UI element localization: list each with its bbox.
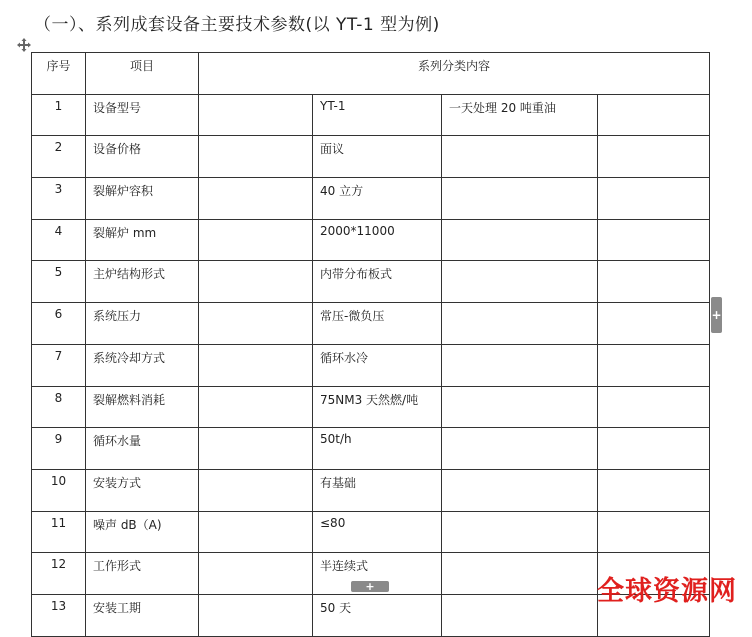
item-name-cell[interactable]: 主炉结构形式	[86, 261, 199, 303]
row-number-cell[interactable]: 1	[32, 94, 86, 136]
table-row	[32, 178, 710, 220]
table-row	[32, 386, 710, 428]
content-cell-1[interactable]	[199, 594, 313, 636]
row-number-cell[interactable]: 11	[32, 511, 86, 553]
content-cell-3[interactable]	[442, 344, 598, 386]
item-name-cell[interactable]: 工作形式	[86, 553, 199, 595]
content-cell-3[interactable]	[442, 136, 598, 178]
content-cell-3[interactable]	[442, 594, 598, 636]
table-row	[32, 344, 710, 386]
content-cell-3[interactable]	[442, 178, 598, 220]
row-number-cell[interactable]: 9	[32, 428, 86, 470]
content-cell-2[interactable]: YT-1	[313, 94, 442, 136]
item-name-cell[interactable]: 设备价格	[86, 136, 199, 178]
item-name-cell[interactable]: 系统冷却方式	[86, 344, 199, 386]
content-cell-3[interactable]	[442, 303, 598, 345]
content-cell-4[interactable]	[598, 511, 710, 553]
add-column-button[interactable]: +	[351, 581, 389, 592]
content-cell-1[interactable]	[199, 553, 313, 595]
item-name-cell[interactable]: 循环水量	[86, 428, 199, 470]
table-row	[32, 94, 710, 136]
content-cell-1[interactable]	[199, 303, 313, 345]
item-name-cell[interactable]: 设备型号	[86, 94, 199, 136]
table-header-row	[32, 53, 710, 95]
content-cell-1[interactable]	[199, 94, 313, 136]
content-cell-2[interactable]: 有基础	[313, 469, 442, 511]
content-cell-3[interactable]	[442, 511, 598, 553]
site-watermark: 全球资源网	[597, 576, 737, 607]
content-cell-3[interactable]	[442, 261, 598, 303]
content-cell-1[interactable]	[199, 428, 313, 470]
row-number-cell[interactable]: 12	[32, 553, 86, 595]
content-cell-2[interactable]: 75NM3 天然燃/吨	[313, 386, 442, 428]
table-row	[32, 511, 710, 553]
table-move-icon[interactable]	[17, 38, 31, 52]
item-name-cell[interactable]: 噪声 dB（A)	[86, 511, 199, 553]
item-name-cell[interactable]: 裂解燃料消耗	[86, 386, 199, 428]
content-cell-1[interactable]	[199, 511, 313, 553]
content-cell-4[interactable]	[598, 261, 710, 303]
content-cell-2[interactable]: 50t/h	[313, 428, 442, 470]
content-cell-4[interactable]	[598, 136, 710, 178]
table-row	[32, 219, 710, 261]
content-cell-4[interactable]	[598, 303, 710, 345]
table-row	[32, 469, 710, 511]
header-item-cell[interactable]: 项目	[86, 53, 199, 95]
content-cell-3[interactable]	[442, 469, 598, 511]
content-cell-3[interactable]	[442, 428, 598, 470]
content-cell-4[interactable]	[598, 219, 710, 261]
content-cell-2[interactable]: 内带分布板式	[313, 261, 442, 303]
content-cell-1[interactable]	[199, 136, 313, 178]
content-cell-2[interactable]: 半连续式	[313, 553, 442, 595]
header-no-cell[interactable]: 序号	[32, 53, 86, 95]
content-cell-2[interactable]: 50 天	[313, 594, 442, 636]
content-cell-1[interactable]	[199, 219, 313, 261]
content-cell-3[interactable]	[442, 386, 598, 428]
table-row	[32, 261, 710, 303]
content-cell-1[interactable]	[199, 386, 313, 428]
table-row	[32, 303, 710, 345]
row-number-cell[interactable]: 3	[32, 178, 86, 220]
row-number-cell[interactable]: 13	[32, 594, 86, 636]
add-row-button[interactable]: +	[711, 297, 722, 333]
item-name-cell[interactable]: 安装方式	[86, 469, 199, 511]
item-name-cell[interactable]: 裂解炉 mm	[86, 219, 199, 261]
item-name-cell[interactable]: 安装工期	[86, 594, 199, 636]
content-cell-4[interactable]	[598, 94, 710, 136]
page-heading: （一）、系列成套设备主要技术参数(以 YT-1 型为例)	[34, 15, 440, 35]
row-number-cell[interactable]: 4	[32, 219, 86, 261]
content-cell-1[interactable]	[199, 178, 313, 220]
content-cell-1[interactable]	[199, 469, 313, 511]
table-row	[32, 136, 710, 178]
content-cell-3[interactable]	[442, 219, 598, 261]
content-cell-2[interactable]: 循环水冷	[313, 344, 442, 386]
row-number-cell[interactable]: 10	[32, 469, 86, 511]
content-cell-3[interactable]: 一天处理 20 吨重油	[442, 94, 598, 136]
row-number-cell[interactable]: 8	[32, 386, 86, 428]
item-name-cell[interactable]: 裂解炉容积	[86, 178, 199, 220]
content-cell-3[interactable]	[442, 553, 598, 595]
content-cell-1[interactable]	[199, 261, 313, 303]
content-cell-2[interactable]: ≤80	[313, 511, 442, 553]
content-cell-4[interactable]	[598, 428, 710, 470]
row-number-cell[interactable]: 7	[32, 344, 86, 386]
content-cell-2[interactable]: 常压-微负压	[313, 303, 442, 345]
table-row	[32, 428, 710, 470]
row-number-cell[interactable]: 5	[32, 261, 86, 303]
row-number-cell[interactable]: 6	[32, 303, 86, 345]
content-cell-4[interactable]	[598, 344, 710, 386]
item-name-cell[interactable]: 系统压力	[86, 303, 199, 345]
content-cell-2[interactable]: 面议	[313, 136, 442, 178]
header-content-cell[interactable]: 系列分类内容	[199, 53, 710, 95]
content-cell-4[interactable]	[598, 178, 710, 220]
content-cell-4[interactable]	[598, 469, 710, 511]
parameters-table	[31, 52, 710, 637]
content-cell-2[interactable]: 40 立方	[313, 178, 442, 220]
row-number-cell[interactable]: 2	[32, 136, 86, 178]
content-cell-1[interactable]	[199, 344, 313, 386]
content-cell-4[interactable]	[598, 386, 710, 428]
content-cell-2[interactable]: 2000*11000	[313, 219, 442, 261]
